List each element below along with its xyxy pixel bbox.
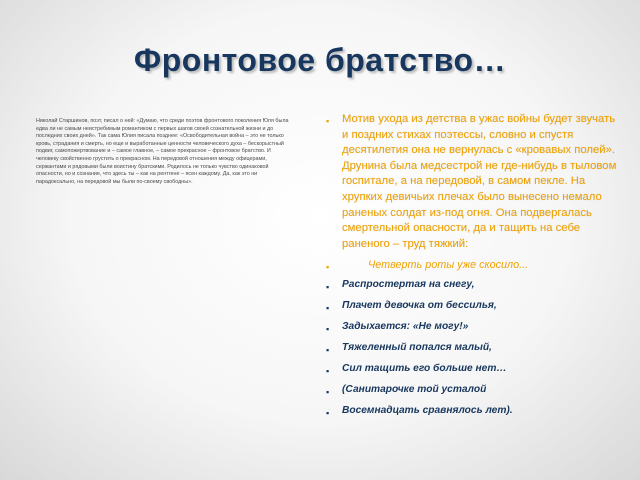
verse-line: Сил тащить его больше нет… <box>342 363 507 375</box>
left-paragraph: Николай Старшинов, поэт, писал о ней: «Думаю, что среди поэтов фронтового поколения Юля была едва ли не самым неистребимым романтиком с первых шагов своей сознательной жизни и до последних своих дней». Так сама Юлия писала позднее: «Освободительная война – это не только кровь, страдания и смерть, но еще и выработанные ценности человеческого духа – бескорыстный подвиг, самопожертвование и – самое главное, – самое прекрасное – фронтовое братство. И человеку свойственно грустить о прекрасном. На передовой отношения между офицерами, сержантами и рядовыми были воистину братскими. Родилось не только чувство одинаковой опасности, но и сознание, что здесь ты – как на рентгене – ясен каждому. Да, как это ни парадоксально, на передовой мы были по-своему свободны». <box>36 118 289 185</box>
quote-first-line: Четверть роты уже скосило... <box>368 259 529 272</box>
bullet-icon: ▪ <box>326 324 330 335</box>
slide-title: Фронтовое братство… <box>133 42 507 78</box>
list-item <box>326 362 624 376</box>
intro-paragraph: Мотив ухода из детства в ужас войны будет звучать и поздних стихах поэтессы, словно и спустя десятилетия она не вернулась с «кровавых полей». Друнина была медсестрой не где-нибудь в тыловом госпитале, а на передовой, в самом пекле. На хрупких девичьих плечах было вынесено немало раненых солдат из-под огня. Она подвергалась смертельной опасности, да и тащить на себе раненого – труд тяжкий: <box>342 113 617 250</box>
list-item <box>326 299 624 313</box>
list-item <box>326 341 624 355</box>
bullet-icon: ▪ <box>326 387 330 398</box>
list-item <box>326 320 624 334</box>
list-item <box>326 404 624 418</box>
verse-line: Распростертая на снегу, <box>342 279 475 291</box>
left-text-block <box>36 118 292 186</box>
right-text-block <box>326 112 624 425</box>
verse-line: (Санитарочке той усталой <box>342 384 487 396</box>
bullet-icon: ▪ <box>326 282 330 293</box>
list-item <box>326 383 624 397</box>
bullet-icon: ▪ <box>326 345 330 356</box>
list-item <box>326 278 624 292</box>
verse-line: Задыхается: «Не могу!» <box>342 321 469 333</box>
bullet-icon: ▪ <box>326 262 330 273</box>
bullet-icon: ▪ <box>326 408 330 419</box>
list-item <box>326 258 624 272</box>
verse-line: Плачет девочка от бессилья, <box>342 300 497 312</box>
list-item <box>326 112 624 252</box>
verse-line: Тяжеленный попался малый, <box>342 342 492 354</box>
bullet-icon: ▪ <box>326 366 330 377</box>
bullet-icon: ▪ <box>326 303 330 314</box>
bullet-icon: ▪ <box>326 116 330 126</box>
verse-line: Восемнадцать сравнялось лет). <box>342 405 513 417</box>
